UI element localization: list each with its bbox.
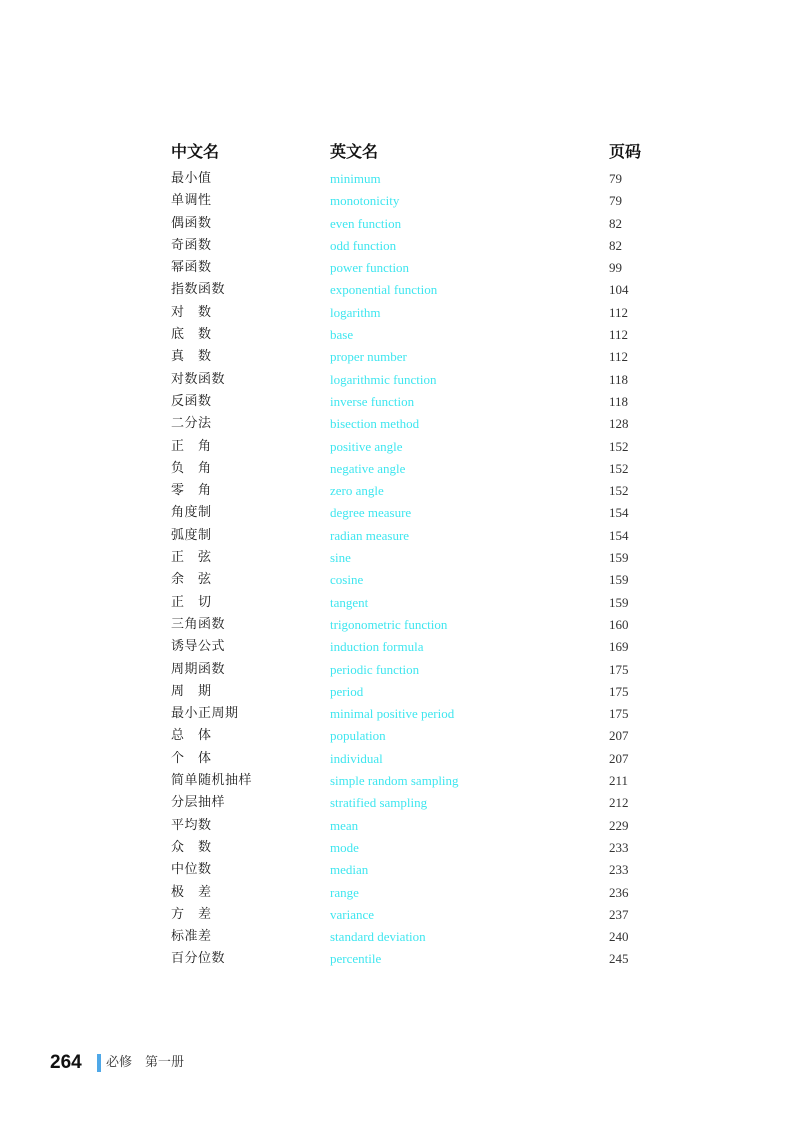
table-row xyxy=(0,480,800,502)
english-term: trigonometric function xyxy=(330,616,448,632)
english-term: even function xyxy=(330,215,402,231)
english-term: sine xyxy=(330,550,351,566)
table-row xyxy=(0,369,800,391)
page-reference: 104 xyxy=(609,282,629,298)
page-reference: 212 xyxy=(609,795,629,811)
chinese-term: 负 角 xyxy=(171,460,212,476)
chinese-term: 最小正周期 xyxy=(171,706,239,722)
page-reference: 175 xyxy=(609,661,629,677)
english-term: cosine xyxy=(330,572,364,588)
table-row xyxy=(0,346,800,368)
page-footer xyxy=(50,1052,350,1076)
chinese-term: 奇函数 xyxy=(171,237,212,253)
english-term: negative angle xyxy=(330,460,406,476)
page-reference: 175 xyxy=(609,706,629,722)
table-row xyxy=(0,770,800,792)
table-row xyxy=(0,302,800,324)
page-reference: 112 xyxy=(609,304,629,320)
chinese-term: 二分法 xyxy=(171,416,212,432)
page-number: 264 xyxy=(50,1052,82,1073)
chinese-term: 分层抽样 xyxy=(171,795,226,811)
page-reference: 159 xyxy=(609,594,629,610)
chinese-term: 平均数 xyxy=(171,817,212,833)
page-reference: 79 xyxy=(609,171,622,186)
page-reference: 233 xyxy=(609,839,629,855)
chinese-term: 弧度制 xyxy=(171,527,212,543)
page-reference: 128 xyxy=(609,416,629,432)
english-term: variance xyxy=(330,906,375,922)
chinese-term: 极 差 xyxy=(171,884,212,900)
english-term: zero angle xyxy=(330,483,384,499)
chinese-term: 正 角 xyxy=(171,438,212,454)
page-reference: 152 xyxy=(609,483,629,499)
table-row xyxy=(0,569,800,591)
table-row xyxy=(0,213,800,235)
page-reference: 112 xyxy=(609,327,629,343)
header-english-name: 英文名 xyxy=(330,142,379,161)
table-row xyxy=(0,525,800,547)
chinese-term: 周 期 xyxy=(171,683,212,699)
chinese-term: 总 体 xyxy=(171,728,212,744)
chinese-term: 偶函数 xyxy=(171,215,212,231)
english-term: radian measure xyxy=(330,527,410,543)
page-reference: 118 xyxy=(609,371,629,387)
table-row xyxy=(0,614,800,636)
english-term: base xyxy=(330,327,354,343)
english-term: exponential function xyxy=(330,282,438,298)
table-row xyxy=(0,636,800,658)
english-term: minimal positive period xyxy=(330,706,455,722)
english-term: period xyxy=(330,683,364,699)
page-reference: 175 xyxy=(609,683,629,699)
page-reference: 233 xyxy=(609,862,629,878)
header-chinese-name: 中文名 xyxy=(171,142,220,161)
english-term: standard deviation xyxy=(330,929,426,945)
footer-accent-bar xyxy=(97,1054,101,1072)
table-row xyxy=(0,681,800,703)
table-row xyxy=(0,324,800,346)
page-reference: 159 xyxy=(609,550,629,566)
english-term: positive angle xyxy=(330,438,403,454)
english-term: minimum xyxy=(330,171,381,186)
chinese-term: 最小值 xyxy=(171,171,212,186)
table-row xyxy=(0,257,800,279)
page-reference: 240 xyxy=(609,929,629,945)
page-reference: 229 xyxy=(609,817,629,833)
header-page-number: 页码 xyxy=(609,142,642,161)
table-row xyxy=(0,235,800,257)
page-reference: 82 xyxy=(609,237,622,253)
english-term: logarithm xyxy=(330,304,381,320)
chinese-term: 周期函数 xyxy=(171,661,226,677)
chinese-term: 幂函数 xyxy=(171,260,212,276)
english-term: inverse function xyxy=(330,393,415,409)
table-row xyxy=(0,882,800,904)
english-term: mode xyxy=(330,839,359,855)
chinese-term: 众 数 xyxy=(171,839,212,855)
chinese-term: 中位数 xyxy=(171,862,212,878)
english-term: individual xyxy=(330,750,383,766)
book-title: 必修 第一册 xyxy=(106,1055,185,1070)
english-term: range xyxy=(330,884,359,900)
page-reference: 160 xyxy=(609,616,629,632)
table-row xyxy=(0,948,800,970)
table-row xyxy=(0,592,800,614)
english-term: monotonicity xyxy=(330,193,400,209)
chinese-term: 指数函数 xyxy=(171,282,226,298)
table-row xyxy=(0,458,800,480)
english-term: stratified sampling xyxy=(330,795,428,811)
page-reference: 99 xyxy=(609,260,622,276)
chinese-term: 正 弦 xyxy=(171,550,212,566)
page-reference: 236 xyxy=(609,884,629,900)
table-row xyxy=(0,703,800,725)
chinese-term: 三角函数 xyxy=(171,616,226,632)
page-reference: 79 xyxy=(609,193,622,209)
table-row xyxy=(0,547,800,569)
english-term: population xyxy=(330,728,386,744)
table-row xyxy=(0,859,800,881)
english-term: odd function xyxy=(330,237,397,253)
english-term: tangent xyxy=(330,594,369,610)
chinese-term: 真 数 xyxy=(171,349,212,365)
english-term: power function xyxy=(330,260,410,276)
table-row xyxy=(0,391,800,413)
chinese-term: 单调性 xyxy=(171,193,212,209)
english-term: degree measure xyxy=(330,505,412,521)
page-reference: 245 xyxy=(609,951,629,967)
page-reference: 207 xyxy=(609,728,629,744)
table-row xyxy=(0,926,800,948)
chinese-term: 底 数 xyxy=(171,327,212,343)
table-row xyxy=(0,837,800,859)
english-term: simple random sampling xyxy=(330,773,459,789)
english-term: periodic function xyxy=(330,661,420,677)
table-row xyxy=(0,792,800,814)
page-reference: 154 xyxy=(609,527,629,543)
page-reference: 112 xyxy=(609,349,629,365)
page-reference: 169 xyxy=(609,639,629,655)
table-row xyxy=(0,413,800,435)
page-reference: 152 xyxy=(609,438,629,454)
chinese-term: 角度制 xyxy=(171,505,212,521)
english-term: median xyxy=(330,862,369,878)
english-term: percentile xyxy=(330,951,382,967)
chinese-term: 方 差 xyxy=(171,906,212,922)
page-reference: 211 xyxy=(609,773,629,789)
table-row xyxy=(0,725,800,747)
chinese-term: 标准差 xyxy=(171,929,212,945)
page-reference: 154 xyxy=(609,505,629,521)
table-row xyxy=(0,279,800,301)
table-header xyxy=(0,142,800,166)
chinese-term: 余 弦 xyxy=(171,572,212,588)
english-term: proper number xyxy=(330,349,407,365)
chinese-term: 简单随机抽样 xyxy=(171,773,253,789)
page-reference: 237 xyxy=(609,906,629,922)
table-row xyxy=(0,436,800,458)
chinese-term: 百分位数 xyxy=(171,951,226,967)
english-term: logarithmic function xyxy=(330,371,437,387)
table-row xyxy=(0,904,800,926)
chinese-term: 正 切 xyxy=(171,594,212,610)
page-reference: 118 xyxy=(609,393,629,409)
table-row xyxy=(0,659,800,681)
english-term: induction formula xyxy=(330,639,424,655)
table-row xyxy=(0,502,800,524)
table-row xyxy=(0,815,800,837)
page-reference: 159 xyxy=(609,572,629,588)
page-reference: 82 xyxy=(609,215,622,231)
glossary-table-body xyxy=(0,168,800,971)
chinese-term: 诱导公式 xyxy=(171,639,226,655)
page-reference: 207 xyxy=(609,750,629,766)
table-row xyxy=(0,168,800,190)
chinese-term: 对 数 xyxy=(171,304,212,320)
chinese-term: 反函数 xyxy=(171,393,212,409)
english-term: bisection method xyxy=(330,416,420,432)
chinese-term: 零 角 xyxy=(171,483,212,499)
table-row xyxy=(0,748,800,770)
chinese-term: 个 体 xyxy=(171,750,212,766)
table-row xyxy=(0,190,800,212)
page-reference: 152 xyxy=(609,460,629,476)
chinese-term: 对数函数 xyxy=(171,371,226,387)
english-term: mean xyxy=(330,817,359,833)
